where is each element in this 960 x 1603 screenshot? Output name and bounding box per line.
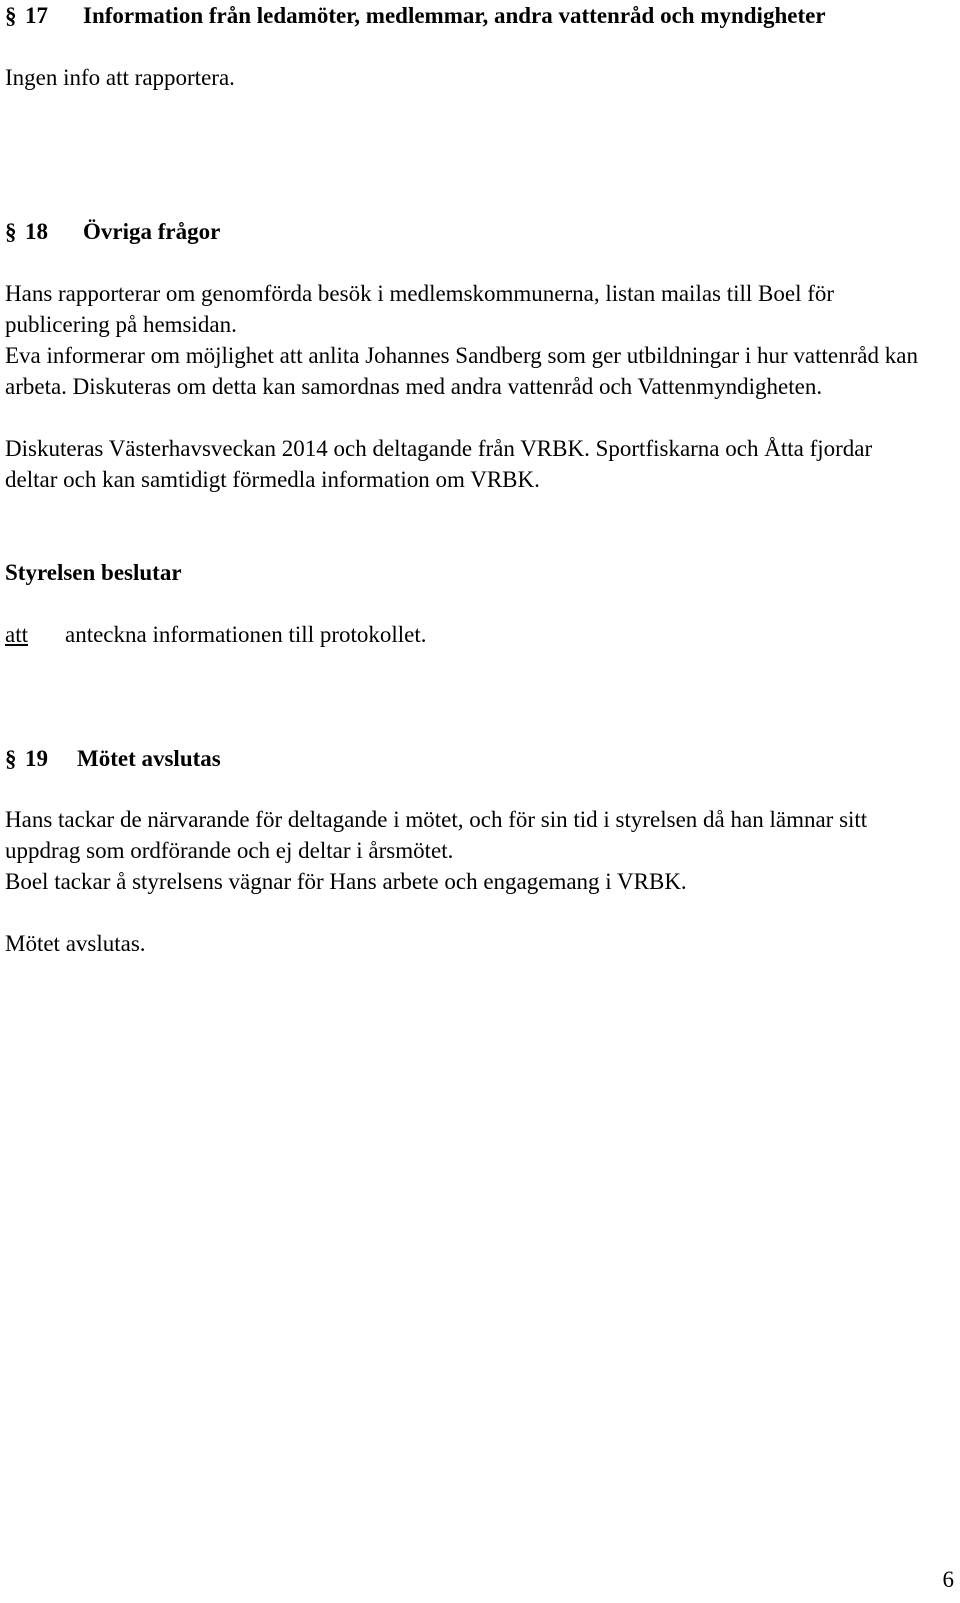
paragraph-sign: §	[5, 746, 17, 771]
section-19-heading	[5, 743, 905, 774]
decision-row	[5, 619, 905, 650]
section-17-heading	[5, 0, 905, 31]
decision-att: att	[5, 622, 28, 647]
section-number: 18	[25, 219, 48, 244]
section-18-paragraph: Hans rapporterar om genomförda besök i medlemskommunerna, listan mailas till Boel för publicering på hemsidan.	[5, 281, 835, 337]
paragraph-sign: §	[5, 3, 17, 28]
section-18-paragraph: Eva informerar om möjlighet att anlita Johannes Sandberg som ger utbildningar i hur vattenråd kan arbeta. Diskuteras om detta kan samordnas med andra vattenråd och Vattenmyndigheten.	[5, 343, 918, 399]
section-number: 19	[25, 746, 48, 771]
section-title: Mötet avslutas	[77, 746, 221, 771]
decision-label: Styrelsen beslutar	[5, 560, 182, 585]
paragraph-sign: §	[5, 219, 17, 244]
closing-text: Mötet avslutas.	[5, 931, 146, 956]
section-18-paragraph: Diskuteras Västerhavsveckan 2014 och deltagande från VRBK. Sportfiskarna och Åtta fjordar deltar och kan samtidigt förmedla information om VRBK.	[5, 436, 873, 492]
section-title: Övriga frågor	[83, 219, 221, 244]
section-19-paragraph: Hans tackar de närvarande för deltagande i mötet, och för sin tid i styrelsen då han lämnar sitt uppdrag som ordförande och ej deltar i årsmötet.	[5, 807, 868, 863]
decision-text: anteckna informationen till protokollet.	[65, 622, 427, 647]
page-number: 6	[942, 1567, 954, 1592]
section-title: Information från ledamöter, medlemmar, andra vattenråd och myndigheter	[83, 3, 826, 28]
section-18-heading	[5, 216, 905, 247]
section-17-text: Ingen info att rapportera.	[5, 65, 235, 90]
section-19-paragraph: Boel tackar å styrelsens vägnar för Hans arbete och engagemang i VRBK.	[5, 869, 687, 894]
section-number: 17	[25, 3, 48, 28]
